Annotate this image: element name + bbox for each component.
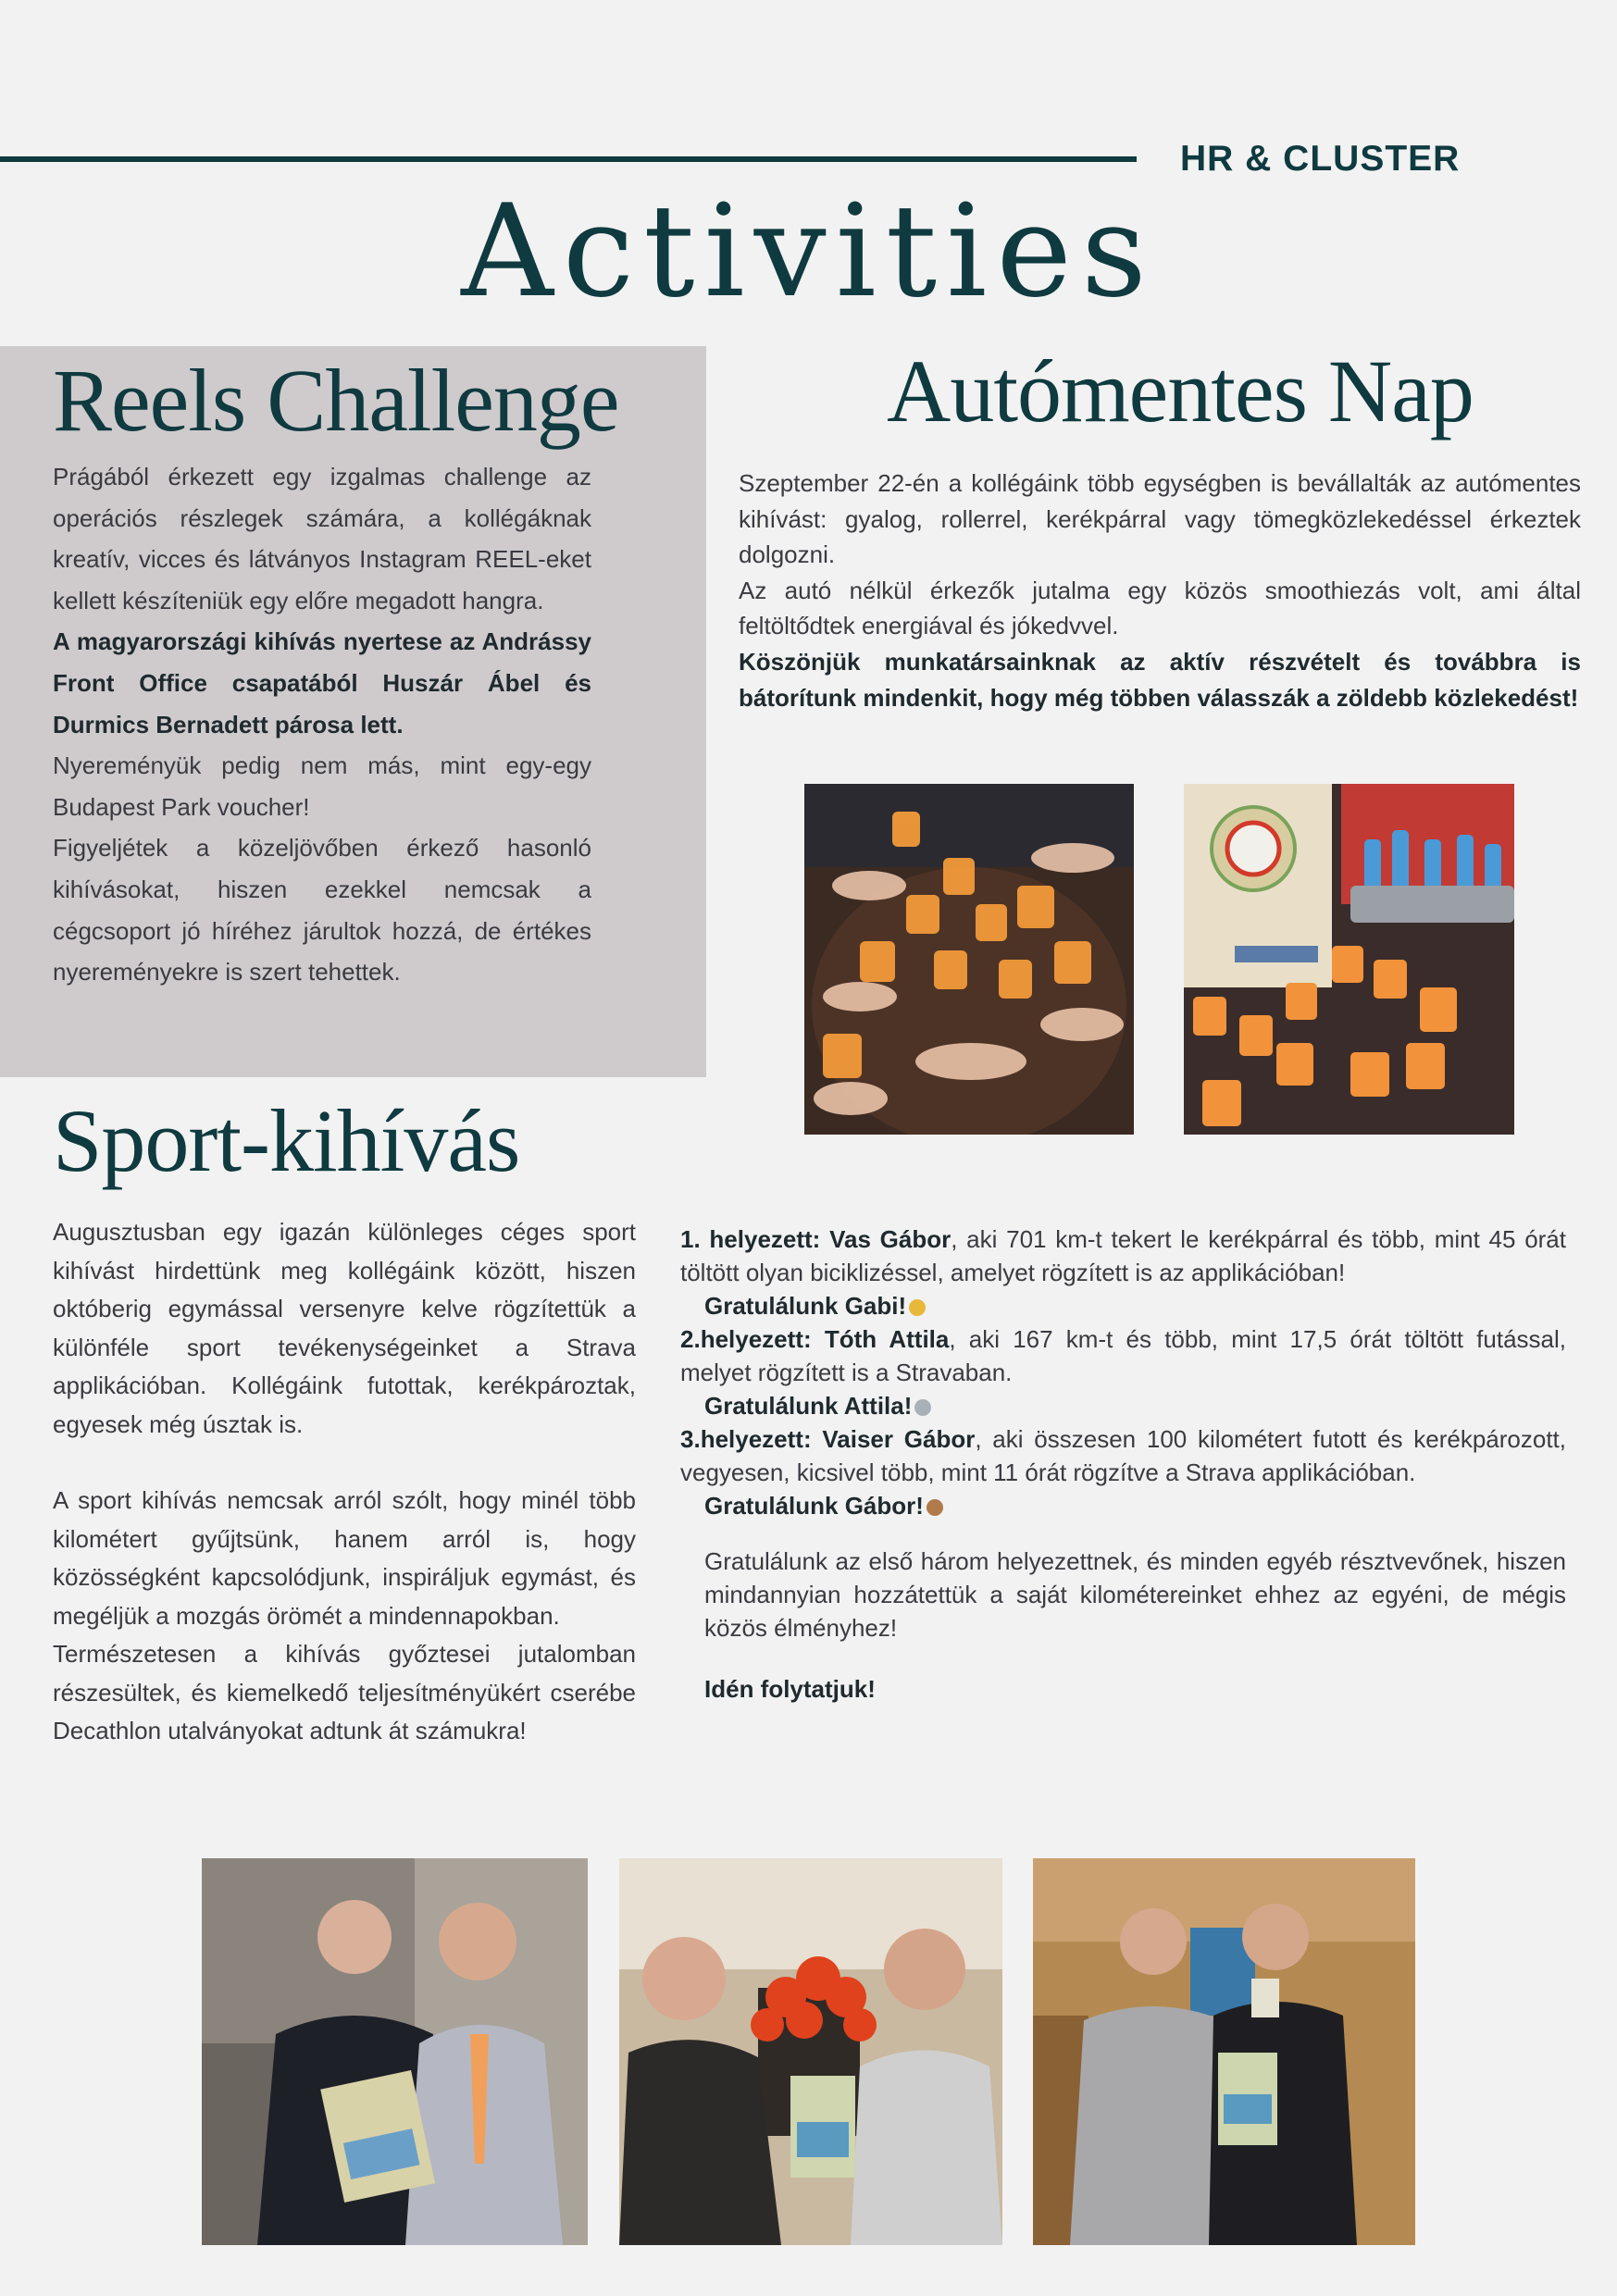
rank-description: , aki 701 km-t tekert le kerékpárral és több, mint 45 órát töltött olyan biciklizéssel, amelyet rögzített is az applikációban! (680, 1225, 1566, 1286)
rank-item-2 (680, 1322, 1566, 1422)
gold-medal-icon (909, 1299, 926, 1316)
rank-congrats (680, 1389, 1566, 1422)
car-free-heading: Autómentes Nap (887, 341, 1474, 441)
rank-name: Vaiser Gábor (822, 1425, 976, 1453)
sport-spacer (53, 1444, 636, 1482)
page-title: Activities (461, 177, 1156, 326)
rank-number: 1. (680, 1225, 701, 1253)
award-photo-2 (619, 1858, 1002, 2245)
sport-closing-bold-wrap (680, 1672, 1566, 1706)
sport-body (53, 1213, 636, 1751)
rank-number: 3. (680, 1425, 701, 1453)
header-rule (0, 156, 1137, 162)
rank-congrats (680, 1489, 1566, 1522)
bronze-medal-icon (927, 1499, 943, 1516)
sport-paragraph-2: A sport kihívás nemcsak arról szólt, hogy minél több kilométert gyűjtsünk, hanem arról is, hogy közösségként kapcsolódjunk, inspiráljuk egymást, és megéljük a mozgás örömét a mindennapokban. (53, 1486, 636, 1630)
rank-congrats (680, 1289, 1566, 1322)
sport-closing-bold: Idén folytatjuk! (704, 1675, 876, 1703)
silver-medal-icon (914, 1399, 931, 1416)
sport-closing: Gratulálunk az első három helyezettnek, és minden egyéb résztvevőnek, hiszen mindannyian hozzátettük a saját kilométereinket ehhez az egyéni, de mégis közös élményhez! (704, 1547, 1566, 1642)
rank-label: helyezett: (700, 1325, 812, 1353)
rank-description: , aki 167 km-t és több, mint 17,5 órát töltött futással, melyet rögzített is a Stravaban. (680, 1325, 1566, 1386)
sport-rankings (680, 1222, 1566, 1706)
smoothie-table-photo (1184, 784, 1514, 1135)
reels-paragraph-2 (53, 621, 591, 745)
reels-paragraph-4: Figyeljétek a közeljövőben érkező hasonló kihívásokat, hiszen ezekkel nemcsak a cégcsoport jó híréhez járultok hozzá, de értékes nyereményekre is szert tehettek. (53, 834, 591, 987)
car-free-paragraph-1: Szeptember 22-én a kollégáink több egységben is bevállalták az autómentes kihívást: gyalog, rollerrel, kerékpárral vagy tömegközlekedéssel érkeztek dolgozni. (739, 469, 1581, 569)
car-free-paragraph-2: Az autó nélkül érkezők jutalma egy közös smoothiezás volt, ami által feltöltődtek energiával és jókedvvel. (739, 576, 1581, 640)
rank-description: , aki összesen 100 kilométert futott és kerékpározott, vegyesen, kicsivel több, mint 11 órát rögzítve a Strava applikációban. (680, 1425, 1566, 1486)
rank-label: helyezett: (700, 1425, 812, 1453)
rank-congrats-text: Gratulálunk Gábor! (704, 1492, 924, 1520)
award-photo-3 (1033, 1858, 1415, 2245)
rank-congrats-text: Gratulálunk Gabi! (704, 1292, 907, 1320)
rank-congrats-text: Gratulálunk Attila! (704, 1392, 913, 1420)
reels-heading: Reels Challenge (53, 351, 619, 450)
car-free-body (739, 465, 1581, 715)
reels-paragraph-3: Nyereményük pedig nem más, mint egy-egy Budapest Park voucher! (53, 751, 591, 821)
rank-item-1 (680, 1222, 1566, 1322)
rank-number: 2. (680, 1325, 701, 1353)
reels-body (53, 456, 591, 993)
award-photo-1 (202, 1858, 588, 2245)
section-tag: HR & CLUSTER (1180, 139, 1461, 179)
rank-item-3 (680, 1422, 1566, 1522)
sport-paragraph-1: Augusztusban egy igazán különleges céges sport kihívást hirdettünk meg kollégáink között, hiszen októberig egymással versenyre kelve rögzítettük a különféle sport tevékenységeinket a Strava applikációban. Kollégáink futottak, kerékpároztak, egyesek még úsztak is. (53, 1218, 636, 1438)
sport-heading: Sport-kihívás (53, 1091, 520, 1190)
car-free-paragraph-3 (739, 644, 1581, 715)
reels-winner-text: A magyarországi kihívás nyertese az Andrássy Front Office csapatából Huszár Ábel és Durmics Bernadett párosa lett. (53, 627, 591, 738)
reels-paragraph-1: Prágából érkezett egy izgalmas challenge az operációs részlegek számára, a kollégáknak kreatív, vicces és látványos Instagram REEL-eket kellett készíteniük egy előre megadott hangra. (53, 463, 591, 614)
car-free-thanks-text: Köszönjük munkatársainknak az aktív részvételt és továbbra is bátorítunk mindenkit, hogy még többen válasszák a zöldebb közlekedést! (739, 647, 1581, 712)
rank-label: helyezett: (709, 1225, 821, 1253)
rank-name: Tóth Attila (824, 1325, 950, 1353)
rank-name: Vas Gábor (829, 1225, 952, 1253)
smoothie-toast-photo (804, 784, 1134, 1135)
sport-paragraph-3: Természetesen a kihívás győztesei jutalomban részesültek, és kiemelkedő teljesítményükért cserébe Decathlon utalványokat adtunk át számukra! (53, 1640, 636, 1744)
